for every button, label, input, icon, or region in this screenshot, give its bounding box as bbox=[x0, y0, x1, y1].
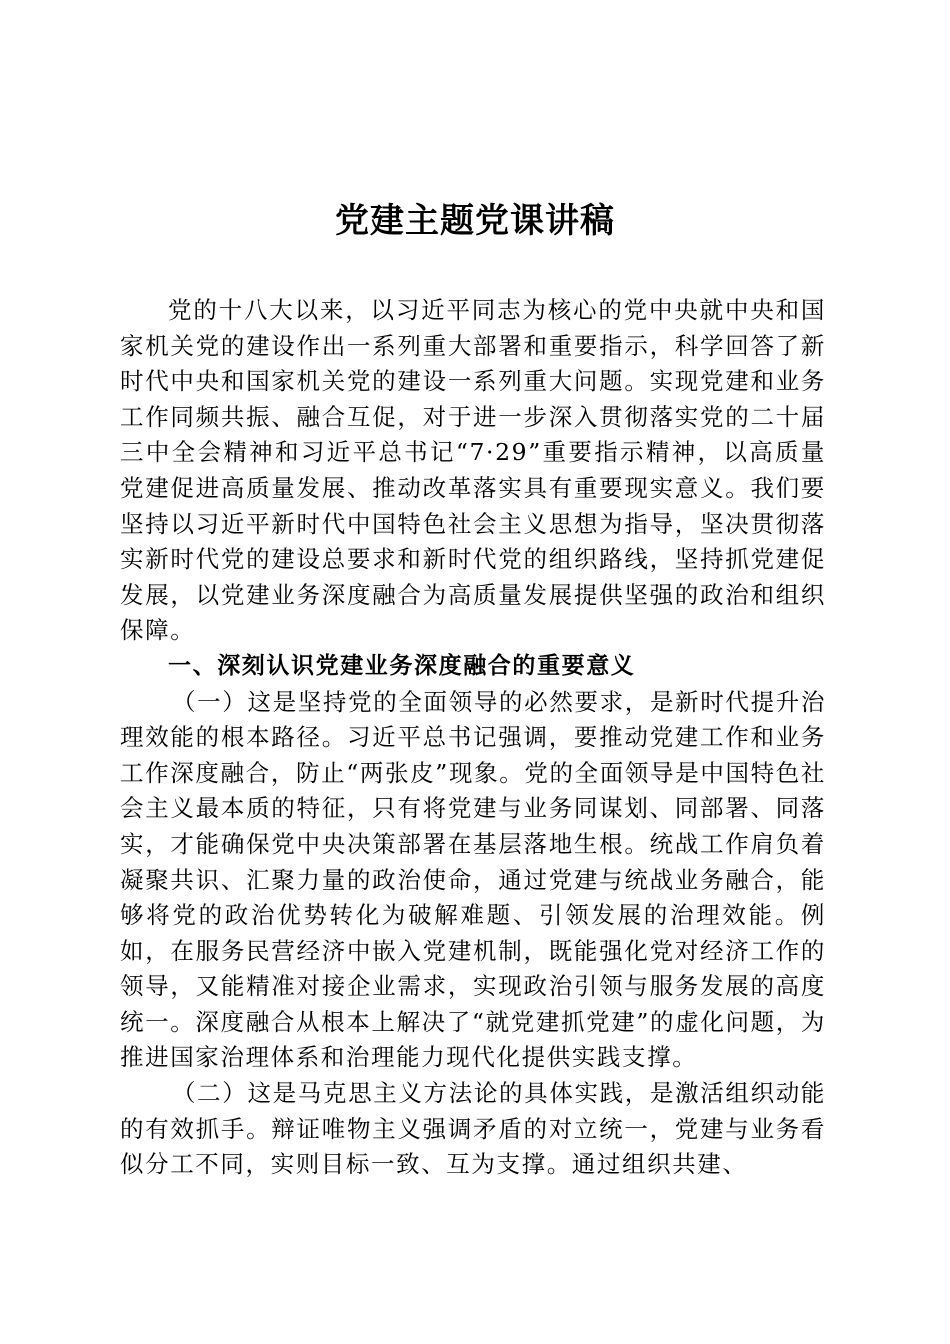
section-heading: 一、深刻认识党建业务深度融合的重要意义 bbox=[168, 652, 636, 679]
body-paragraph-2: （二）这是马克思主义方法论的具体实践，是激活组织动能的有效抓手。辩证唯物主义强调矛盾的对立统一，党建与业务看似分工不同，实则目标一致、互为支撑。通过组织共建、 bbox=[120, 1079, 826, 1179]
document-body bbox=[120, 293, 826, 1183]
document-title: 党建主题党课讲稿 bbox=[335, 201, 615, 241]
body-paragraph-1: （一）这是坚持党的全面领导的必然要求，是新时代提升治理效能的根本路径。习近平总书记强调，要推动党建工作和业务工作深度融合，防止“两张皮”现象。党的全面领导是中国特色社会主义最本质的特征，只有将党建与业务同谋划、同部署、同落实，才能确保党中央决策部署在基层落地生根。统战工作肩负着凝聚共识、汇聚力量的政治使命，通过党建与统战业务融合，能够将党的政治优势转化为破解难题、引领发展的治理效能。例如，在服务民营经济中嵌入党建机制，既能强化党对经济工作的领导，又能精准对接企业需求，实现政治引领与服务发展的高度统一。深度融合从根本上解决了“就党建抓党建”的虚化问题，为推进国家治理体系和治理能力现代化提供实践支撑。 bbox=[120, 687, 826, 1072]
intro-paragraph: 党的十八大以来，以习近平同志为核心的党中央就中央和国家机关党的建设作出一系列重大部署和重要指示，科学回答了新时代中央和国家机关党的建设一系列重大问题。实现党建和业务工作同频共振、融合互促，对于进一步深入贯彻落实党的二十届三中全会精神和习近平总书记“7·29”重要指示精神，以高质量党建促进高质量发展、推动改革落实具有重要现实意义。我们要坚持以习近平新时代中国特色社会主义思想为指导，坚决贯彻落实新时代党的建设总要求和新时代党的组织路线，坚持抓党建促发展，以党建业务深度融合为高质量发展提供坚强的政治和组织保障。 bbox=[120, 296, 826, 645]
